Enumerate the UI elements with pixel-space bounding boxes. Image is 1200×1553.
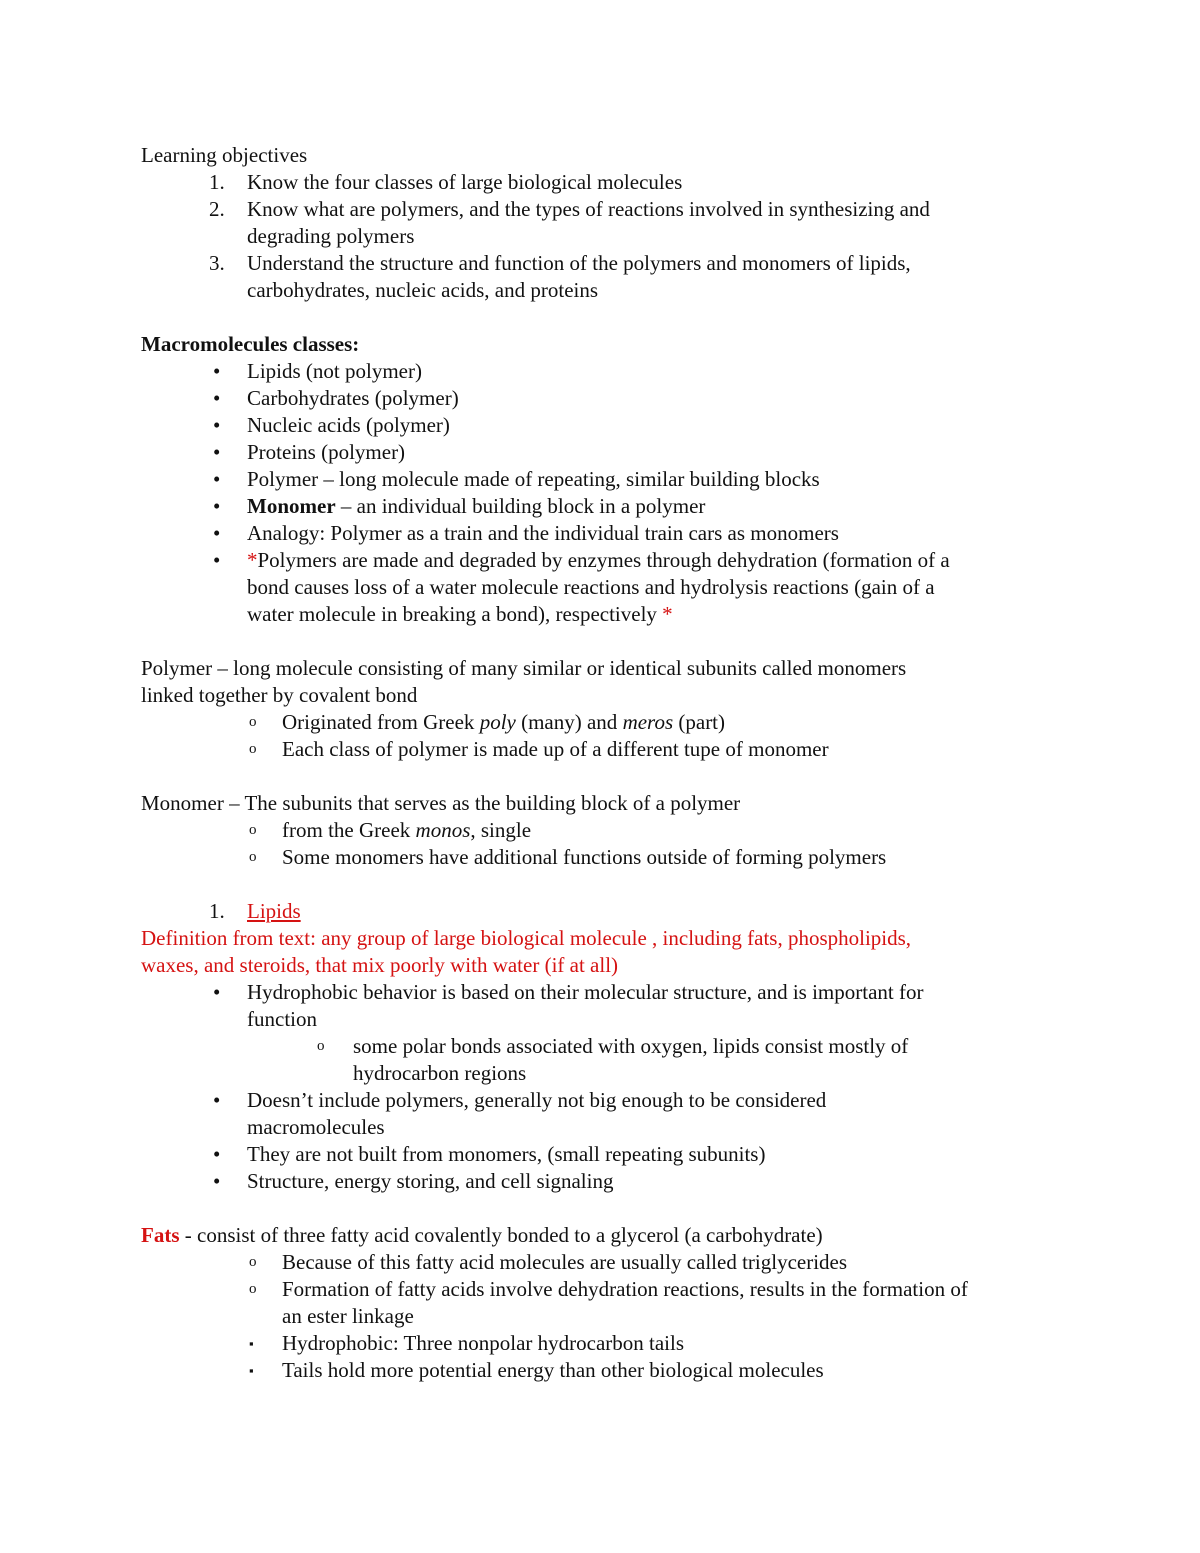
bullet-item-continued: bond causes loss of a water molecule reactions and hydrolysis reactions (gain of a [247,575,935,599]
bullet-item-continued: water molecule in breaking a bond), respectively * [247,602,673,626]
circle-bullet-icon: o [249,741,257,757]
spacer [141,763,1061,790]
document-page [141,142,1061,1384]
objective-item: 2. Know what are polymers, and the types of reactions involved in synthesizing and [209,197,930,221]
bullet-icon: • [213,467,221,491]
circle-bullet-icon: o [249,714,257,730]
bullet-icon: • [213,440,221,464]
sub-bullet-item: o Some monomers have additional functions outside of forming polymers [249,845,887,869]
sub-bullet-item: o Because of this fatty acid molecules are usually called triglycerides [249,1250,848,1274]
square-bullet-icon: ▪ [249,1336,254,1351]
bullet-icon: • [213,413,221,437]
sub-bullet-item: o Each class of polymer is made up of a different tupe of monomer [249,737,829,761]
circle-bullet-icon: o [249,849,257,865]
bullet-item: • Monomer – an individual building block in a polymer [213,494,706,518]
monomer-definition: Monomer – The subunits that serves as the building block of a polymer [141,791,741,815]
polymer-definition-continued: linked together by covalent bond [141,683,418,707]
bullet-icon: • [213,1088,221,1112]
bullet-item: • Analogy: Polymer as a train and the individual train cars as monomers [213,521,839,545]
bullet-item: • Lipids (not polymer) [213,359,422,383]
objective-item-continued: carbohydrates, nucleic acids, and proteins [247,278,599,302]
circle-bullet-icon: o [249,822,257,838]
bullet-item: • Hydrophobic behavior is based on their molecular structure, and is important for [213,980,924,1004]
objectives-title: Learning objectives [141,143,308,167]
macromolecules-heading: Macromolecules classes: [141,332,360,356]
circle-bullet-icon: o [249,1281,257,1297]
sub-bullet-item: o from the Greek monos, single [249,818,532,842]
bullet-icon: • [213,1169,221,1193]
bullet-item-continued: function [247,1007,317,1031]
polymer-definition: Polymer – long molecule consisting of many similar or identical subunits called monomers [141,656,907,680]
bullet-icon: • [213,521,221,545]
objective-item-continued: degrading polymers [247,224,415,248]
bullet-icon: • [213,980,221,1004]
lipids-definition: Definition from text: any group of large biological molecule , including fats, phospholipids, [141,926,912,950]
bullet-icon: • [213,1142,221,1166]
bullet-item: • Proteins (polymer) [213,440,406,464]
sub-bullet-item-continued: hydrocarbon regions [353,1061,527,1085]
sub-bullet-item: o Formation of fatty acids involve dehydration reactions, results in the formation of [249,1277,968,1301]
bullet-icon: • [213,494,221,518]
bullet-icon: • [213,548,221,572]
lipids-heading: 1. Lipids [209,899,301,923]
sub-bullet-item-continued: an ester linkage [282,1304,414,1328]
bullet-item: • Structure, energy storing, and cell signaling [213,1169,614,1193]
objective-item: 3. Understand the structure and function of the polymers and monomers of lipids, [209,251,911,275]
spacer [141,304,1061,331]
bullet-item: • Polymer – long molecule made of repeating, similar building blocks [213,467,820,491]
bullet-item: • Carbohydrates (polymer) [213,386,459,410]
fats-definition: Fats - consist of three fatty acid covalently bonded to a glycerol (a carbohydrate) [141,1223,823,1247]
objective-item: 1. Know the four classes of large biological molecules [209,170,683,194]
square-bullet-icon: ▪ [249,1363,254,1378]
bullet-item: • They are not built from monomers, (small repeating subunits) [213,1142,766,1166]
circle-bullet-icon: o [317,1038,325,1054]
square-bullet-item: ▪ Hydrophobic: Three nonpolar hydrocarbon tails [249,1331,685,1355]
circle-bullet-icon: o [249,1254,257,1270]
square-bullet-item: ▪ Tails hold more potential energy than other biological molecules [249,1358,824,1382]
bullet-item: • Doesn’t include polymers, generally not big enough to be considered [213,1088,827,1112]
spacer [141,628,1061,655]
bullet-icon: • [213,386,221,410]
spacer [141,1195,1061,1222]
bullet-item-note: • *Polymers are made and degraded by enzymes through dehydration (formation of a [213,548,950,572]
bullet-icon: • [213,359,221,383]
sub-bullet-item: o some polar bonds associated with oxygen, lipids consist mostly of [317,1034,909,1058]
lipids-definition-continued: waxes, and steroids, that mix poorly with water (if at all) [141,953,619,977]
bullet-item: • Nucleic acids (polymer) [213,413,450,437]
sub-bullet-item: o Originated from Greek poly (many) and meros (part) [249,710,726,734]
bullet-item-continued: macromolecules [247,1115,385,1139]
spacer [141,871,1061,898]
